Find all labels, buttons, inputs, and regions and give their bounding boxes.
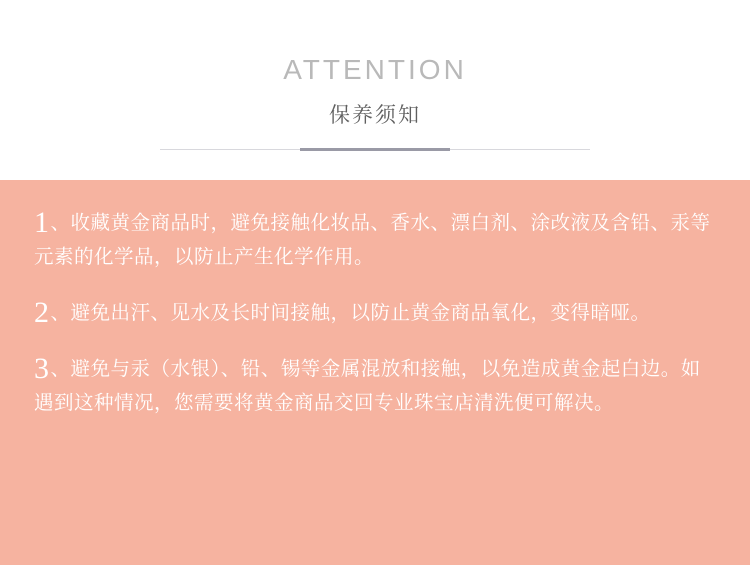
note-number-3: 3 (34, 352, 50, 385)
page-header (0, 0, 750, 180)
notes-panel (0, 180, 750, 565)
note-body-2: 、避免出汗、见水及长时间接触，以防止黄金商品氧化，变得暗哑。 (50, 301, 651, 324)
note-number-2: 2 (34, 296, 50, 329)
list-item (34, 352, 716, 420)
note-text-2 (34, 296, 651, 329)
note-body-1: 、收藏黄金商品时，避免接触化妆品、香水、漂白剂、涂改液及含铅、汞等元素的化学品，以防止产生化学作用。 (34, 211, 711, 268)
note-number-1: 1 (34, 206, 50, 239)
note-text-1 (34, 206, 711, 268)
divider-line-dark (300, 148, 450, 151)
note-text-3 (34, 352, 701, 414)
list-item (34, 206, 716, 274)
page-title-chinese: 保养须知 (329, 103, 421, 127)
header-divider (160, 148, 590, 151)
note-body-3: 、避免与汞（水银）、铅、锡等金属混放和接触，以免造成黄金起白边。如遇到这种情况，您需要将黄金商品交回专业珠宝店清洗便可解决。 (34, 357, 701, 414)
list-item (34, 296, 716, 330)
page-title-english: ATTENTION (283, 54, 467, 85)
